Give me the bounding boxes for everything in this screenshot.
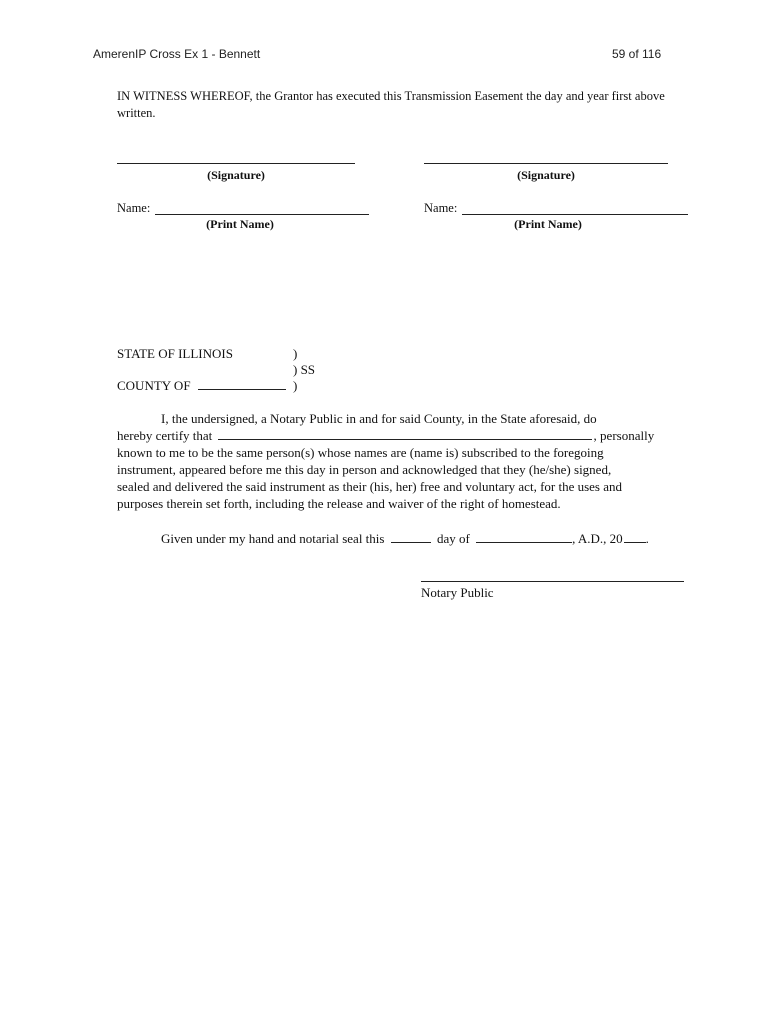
given-end: . bbox=[645, 531, 649, 546]
venue-paren-1: ) bbox=[293, 346, 298, 361]
signature-label-right: (Signature) bbox=[517, 168, 575, 182]
given-label: Given under my hand and notarial seal this bbox=[161, 531, 385, 546]
signature-line-right bbox=[424, 163, 668, 164]
print-name-label-right: (Print Name) bbox=[514, 217, 582, 231]
venue-ss: ) SS bbox=[293, 362, 316, 377]
witness-statement: IN WITNESS WHEREOF, the Grantor has executed this Transmission Easement the day and year first above written. bbox=[117, 89, 665, 120]
document-header-title: AmerenIP Cross Ex 1 - Bennett bbox=[93, 47, 261, 61]
certification-line-1: I, the undersigned, a Notary Public in and for said County, in the State aforesaid, do bbox=[161, 411, 597, 426]
name-line-right bbox=[462, 214, 688, 215]
venue-county bbox=[117, 377, 286, 394]
venue-county-label: COUNTY OF bbox=[117, 378, 191, 393]
given-line bbox=[117, 530, 687, 548]
venue-state: STATE OF ILLINOIS bbox=[117, 346, 233, 361]
certification-line-2 bbox=[117, 427, 687, 445]
name-line-left bbox=[155, 214, 369, 215]
print-name-label-left: (Print Name) bbox=[206, 217, 274, 231]
name-label-right: Name: bbox=[424, 201, 458, 215]
name-label-left: Name: bbox=[117, 201, 151, 215]
signature-line-left bbox=[117, 163, 355, 164]
day-blank bbox=[391, 530, 431, 543]
venue-paren-3: ) bbox=[293, 378, 298, 393]
page-number: 59 of 116 bbox=[612, 47, 662, 61]
day-of-label: day of bbox=[436, 531, 470, 546]
signature-label-left: (Signature) bbox=[207, 168, 265, 182]
certification-line-6: purposes therein set forth, including the release and waiver of the right of homestead. bbox=[117, 496, 561, 511]
certification-line-4: instrument, appeared before me this day in person and acknowledged that they (he/she) signed, bbox=[117, 462, 612, 477]
certification-line-3: known to me to be the same person(s) whose names are (name is) subscribed to the foregoing bbox=[117, 445, 604, 460]
personally-label: , personally bbox=[593, 428, 655, 443]
month-blank bbox=[476, 530, 572, 543]
county-blank bbox=[198, 377, 286, 390]
year-blank bbox=[624, 530, 646, 543]
person-name-blank bbox=[218, 427, 592, 440]
notary-signature-line bbox=[421, 581, 684, 582]
ad-label: , A.D., 20 bbox=[572, 531, 623, 546]
notary-public-label: Notary Public bbox=[421, 585, 494, 600]
certification-line-5: sealed and delivered the said instrument as their (his, her) free and voluntary act, for the uses and bbox=[117, 479, 623, 494]
certify-label: hereby certify that bbox=[117, 428, 213, 443]
